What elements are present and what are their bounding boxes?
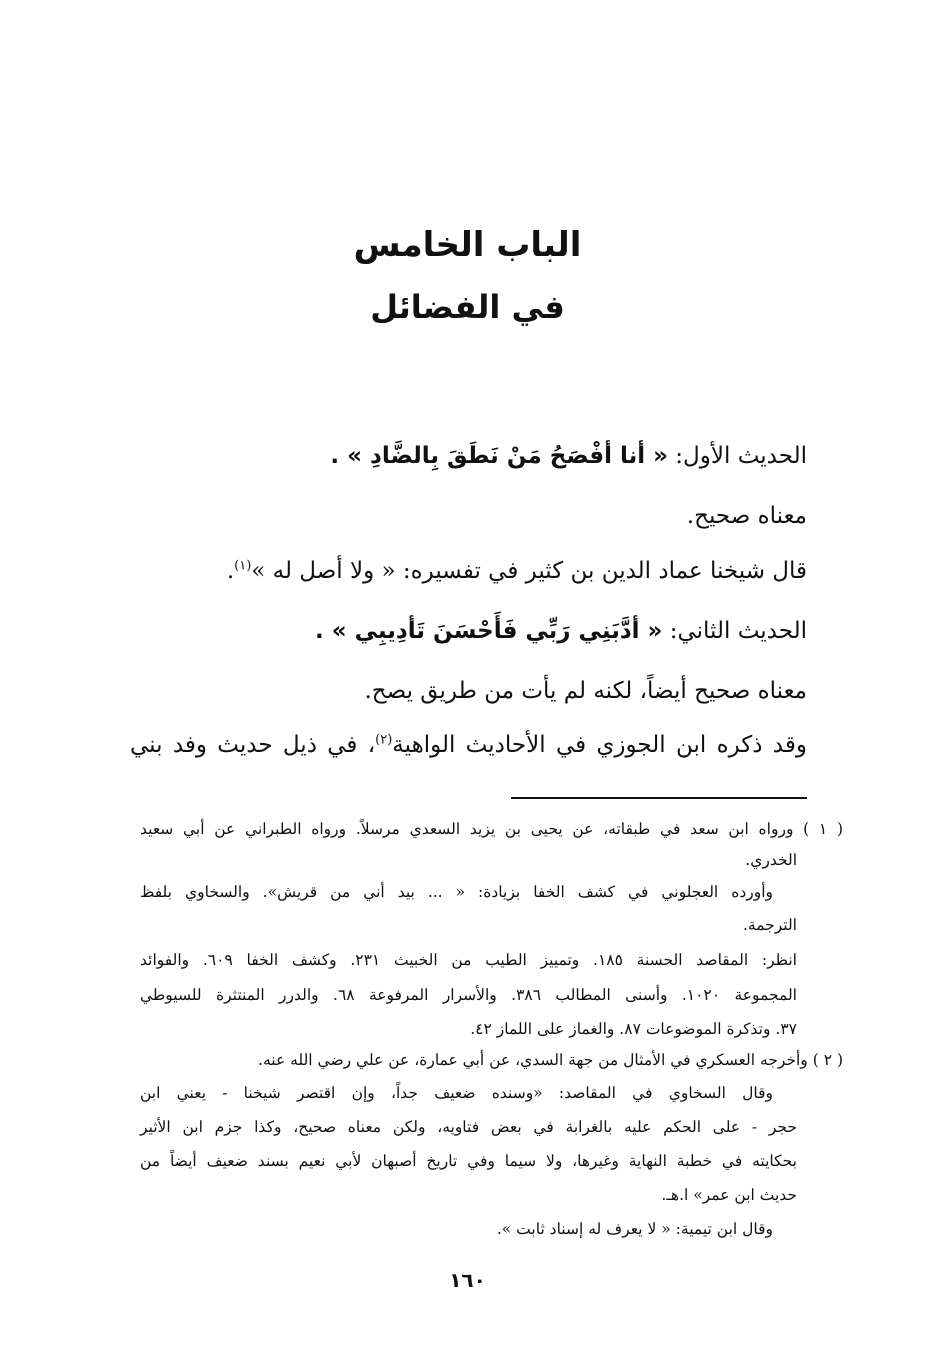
footnote-2-line-1: ( ٢ ) وأخرجه العسكري في الأمثال من جهة السدي، عن أبي عمارة، عن علي رضي الله عنه. (258, 1051, 843, 1069)
chapter-subtitle: في الفضائل (370, 288, 565, 326)
footnote-separator (511, 797, 807, 799)
ibn-jawzi-text: وقد ذكره ابن الجوزي في الأحاديث الواهية (392, 732, 807, 758)
hadith-two-text: « أدَّبَنِي رَبِّي فَأَحْسَنَ تَأدِيبِي » . (315, 618, 663, 644)
hadith-two-intro: الحديث الثاني: (662, 618, 807, 644)
footnote-1-line-3: وأورده العجلوني في كشف الخفا بزيادة: « ... بيد أني من قريش». والسخاوي بلفظ (140, 883, 773, 901)
footnote-2-line-5: حديث ابن عمر» ا.هـ. (661, 1186, 797, 1204)
footnote-2-line-6: وقال ابن تيمية: « لا يعرف له إسناد ثابت ». (496, 1220, 773, 1238)
page-number: ١٦٠ (449, 1268, 486, 1292)
footnote-ref-2: (٢) (375, 732, 393, 748)
footnote-1-line-5: انظر: المقاصد الحسنة ١٨٥. وتمييز الطيب من الخبيث ٢٣١. وكشف الخفا ٦٠٩. والفوائد (140, 951, 797, 969)
footnote-1-line-6: المجموعة ١٠٢٠. وأسنى المطالب ٣٨٦. والأسرار المرفوعة ٦٨. والدرر المنتثرة للسيوطي (140, 986, 797, 1004)
hadith-one-line (330, 443, 807, 471)
footnote-ref-1: (١) (234, 558, 252, 574)
footnote-1-line-4: الترجمة. (742, 916, 797, 934)
hadith-two-line (315, 618, 807, 646)
ibn-kathir-quote-end: . (226, 558, 235, 584)
footnote-2-line-2: وقال السخاوي في المقاصد: «وسنده ضعيف جداً، وإن اقتصر شيخنا - يعني ابن (140, 1084, 773, 1102)
hadith-one-text: « أنا أفْصَحُ مَنْ نَطَقَ بِالضَّادِ » . (330, 443, 668, 469)
hadith-one-intro: الحديث الأول: (668, 443, 807, 469)
footnote-1-line-7: ٣٧. وتذكرة الموضوعات ٨٧. والغماز على اللماز ٤٢. (470, 1020, 797, 1038)
hadith-two-meaning: معناه صحيح أيضاً، لكنه لم يأت من طريق يصح. (364, 678, 807, 704)
chapter-title: الباب الخامس (353, 225, 582, 265)
footnote-2-line-4: بحكايته في خطبة النهاية وغيرها، ولا سيما وفي تاريخ أصبهان لأبي نعيم بسند ضعيف أيضاً من (140, 1152, 797, 1170)
hadith-one-meaning: معناه صحيح. (686, 503, 807, 529)
footnote-2-line-3: حجر - على الحكم عليه بالغرابة في بعض فتاويه، ولكن معناه صحيح، وكذا جزم ابن الأثير (140, 1118, 797, 1136)
ibn-kathir-quote-line (227, 558, 807, 586)
footnote-1-line-2: الخدري. (745, 851, 797, 869)
footnote-1-line-1: ( ١ ) ورواه ابن سعد في طبقاته، عن يحيى بن يزيد السعدي مرسلاً. ورواه الطبراني عن أبي سعيد (140, 820, 843, 838)
ibn-jawzi-line (130, 732, 807, 760)
ibn-jawzi-text-end: ، في ذيل حديث وفد بني (130, 732, 376, 758)
ibn-kathir-quote: قال شيخنا عماد الدين بن كثير في تفسيره: « ولا أصل له » (251, 558, 807, 584)
